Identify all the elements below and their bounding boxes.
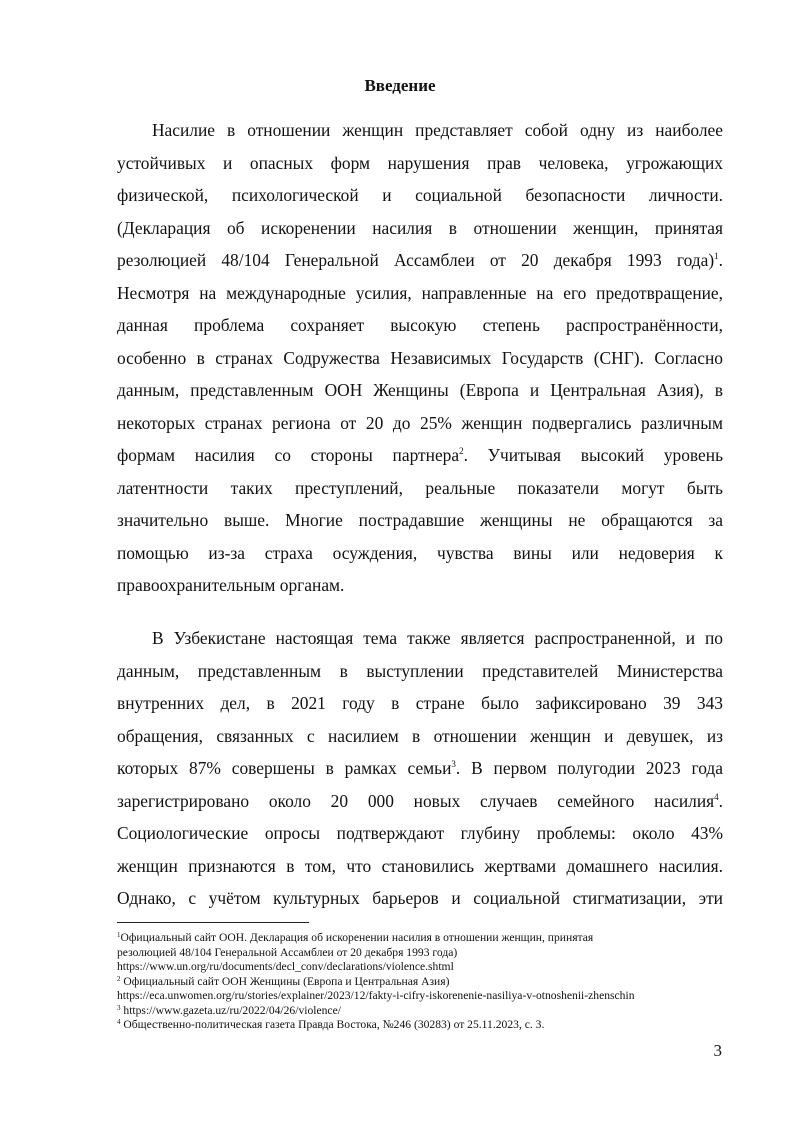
footnote-line	[117, 946, 457, 960]
footnote-number: 4	[117, 1018, 121, 1026]
footnote-ref: 3	[451, 759, 456, 769]
footnote-separator	[117, 922, 309, 923]
page-title: Введение	[364, 76, 436, 95]
text-line	[117, 347, 723, 369]
text-line	[117, 790, 723, 812]
line-text: женщин признаются в том, что становились жертвами домашнего насилия.	[117, 855, 723, 876]
line-text-continued: .	[718, 790, 723, 811]
line-text: помощью из-за страха осуждения, чувства вины или недоверия к	[117, 542, 723, 563]
footnote-line	[117, 960, 454, 974]
line-text: В Узбекистане настоящая тема также является распространенной, и по	[152, 628, 723, 648]
text-line	[117, 314, 723, 336]
line-text: (Декларация об искоренении насилия в отношении женщин, принятая	[117, 217, 723, 238]
line-text-continued: . Учитывая высокий уровень	[463, 445, 723, 465]
line-text-continued: .	[718, 250, 723, 270]
line-text: формам насилия со стороны партнера	[117, 445, 460, 465]
line-text: Социологические опросы подтверждают глубину проблемы: около 43%	[117, 823, 723, 843]
footnote-line	[117, 931, 593, 945]
footnote-text: Официальный сайт ООН Женщины (Европа и Центральная Азия)	[120, 974, 450, 988]
line-text: которых 87% совершены в рамках семьи	[117, 758, 452, 778]
text-line	[117, 855, 723, 877]
text-line	[117, 887, 723, 909]
line-text: Несмотря на международные усилия, направленные на его предотвращение,	[117, 282, 723, 303]
line-text: зарегистрировано около 20 000 новых случаев семейного насилия	[117, 790, 715, 811]
footnote-line	[117, 1004, 341, 1018]
text-line	[117, 692, 723, 714]
footnote-ref: 4	[714, 791, 719, 802]
text-line	[117, 184, 723, 206]
text-line	[117, 542, 723, 564]
line-text: данным, представленным ООН Женщины (Европа и Центральная Азия), в	[117, 380, 723, 400]
line-text: правоохранительным органам.	[117, 575, 345, 595]
text-line	[117, 249, 723, 271]
text-line	[117, 217, 723, 239]
line-text: Насилие в отношении женщин представляет собой одну из наиболее	[152, 120, 723, 140]
text-line	[117, 412, 723, 434]
footnote-ref: 1	[714, 251, 719, 261]
footnote-text: https://eca.unwomen.org/ru/stories/explainer/2023/12/fakty-i-cifry-iskorenenie-nasiliya-v-otnoshenii-zhenschin	[117, 989, 635, 1002]
text-line	[117, 477, 723, 499]
line-text: обращения, связанных с насилием в отношении женщин и девушек, из	[117, 725, 723, 746]
text-line	[117, 509, 723, 531]
footnote-number: 2	[117, 974, 121, 983]
text-line	[117, 757, 723, 779]
footnote-text: Общественно-политическая газета Правда Востока, №246 (30283) от 25.11.2023, с. 3.	[120, 1018, 545, 1031]
line-text: Однако, с учётом культурных барьеров и социальной стигматизации, эти	[117, 888, 723, 908]
text-line	[117, 660, 723, 682]
text-line	[152, 119, 723, 141]
text-line	[117, 282, 723, 304]
footnote-text: https://www.gazeta.uz/ru/2022/04/26/violence/	[120, 1003, 341, 1017]
footnote-text: резолюцией 48/104 Генеральной Ассамблеи от 20 декабря 1993 года)	[117, 945, 458, 959]
line-text: резолюцией 48/104 Генеральной Ассамблеи от 20 декабря 1993 года)	[117, 250, 715, 270]
line-text: данным, представленным в выступлении представителей Министерства	[117, 660, 723, 681]
footnote-number: 3	[117, 1003, 121, 1012]
footnote-line	[117, 989, 635, 1003]
text-line	[117, 822, 723, 844]
line-text-continued: . В первом полугодии 2023 года	[455, 758, 723, 778]
line-text: устойчивых и опасных форм нарушения прав человека, угрожающих	[117, 152, 723, 173]
line-text: внутренних дел, в 2021 году в стране было зафиксировано 39 343	[117, 693, 723, 713]
footnote-ref: 2	[459, 446, 464, 456]
footnote-text: https://www.un.org/ru/documents/decl_conv/declarations/violence.shtml	[117, 960, 454, 973]
line-text: данная проблема сохраняет высокую степень распространённости,	[117, 315, 723, 335]
text-line	[117, 152, 723, 174]
line-text: особенно в странах Содружества Независимых Государств (СНГ). Согласно	[117, 347, 723, 368]
line-text: физической, психологической и социальной безопасности личности.	[117, 185, 723, 205]
footnote-number: 1	[117, 931, 121, 939]
footnote-line	[117, 1018, 544, 1032]
line-text: значительно выше. Многие пострадавшие женщины не обращаются за	[117, 510, 723, 530]
text-line	[117, 444, 723, 466]
footnote-text: Официальный сайт ООН. Декларация об искоренении насилия в отношении женщин, принятая	[120, 931, 594, 944]
text-line	[117, 725, 723, 747]
line-text: латентности таких преступлений, реальные показатели могут быть	[117, 477, 723, 498]
text-line	[117, 574, 723, 596]
page-number: 3	[713, 1041, 722, 1060]
line-text: некоторых странах региона от 20 до 25% женщин подвергались различным	[117, 412, 723, 433]
text-line	[117, 379, 723, 401]
footnote-line	[117, 975, 449, 989]
text-line	[152, 627, 723, 649]
